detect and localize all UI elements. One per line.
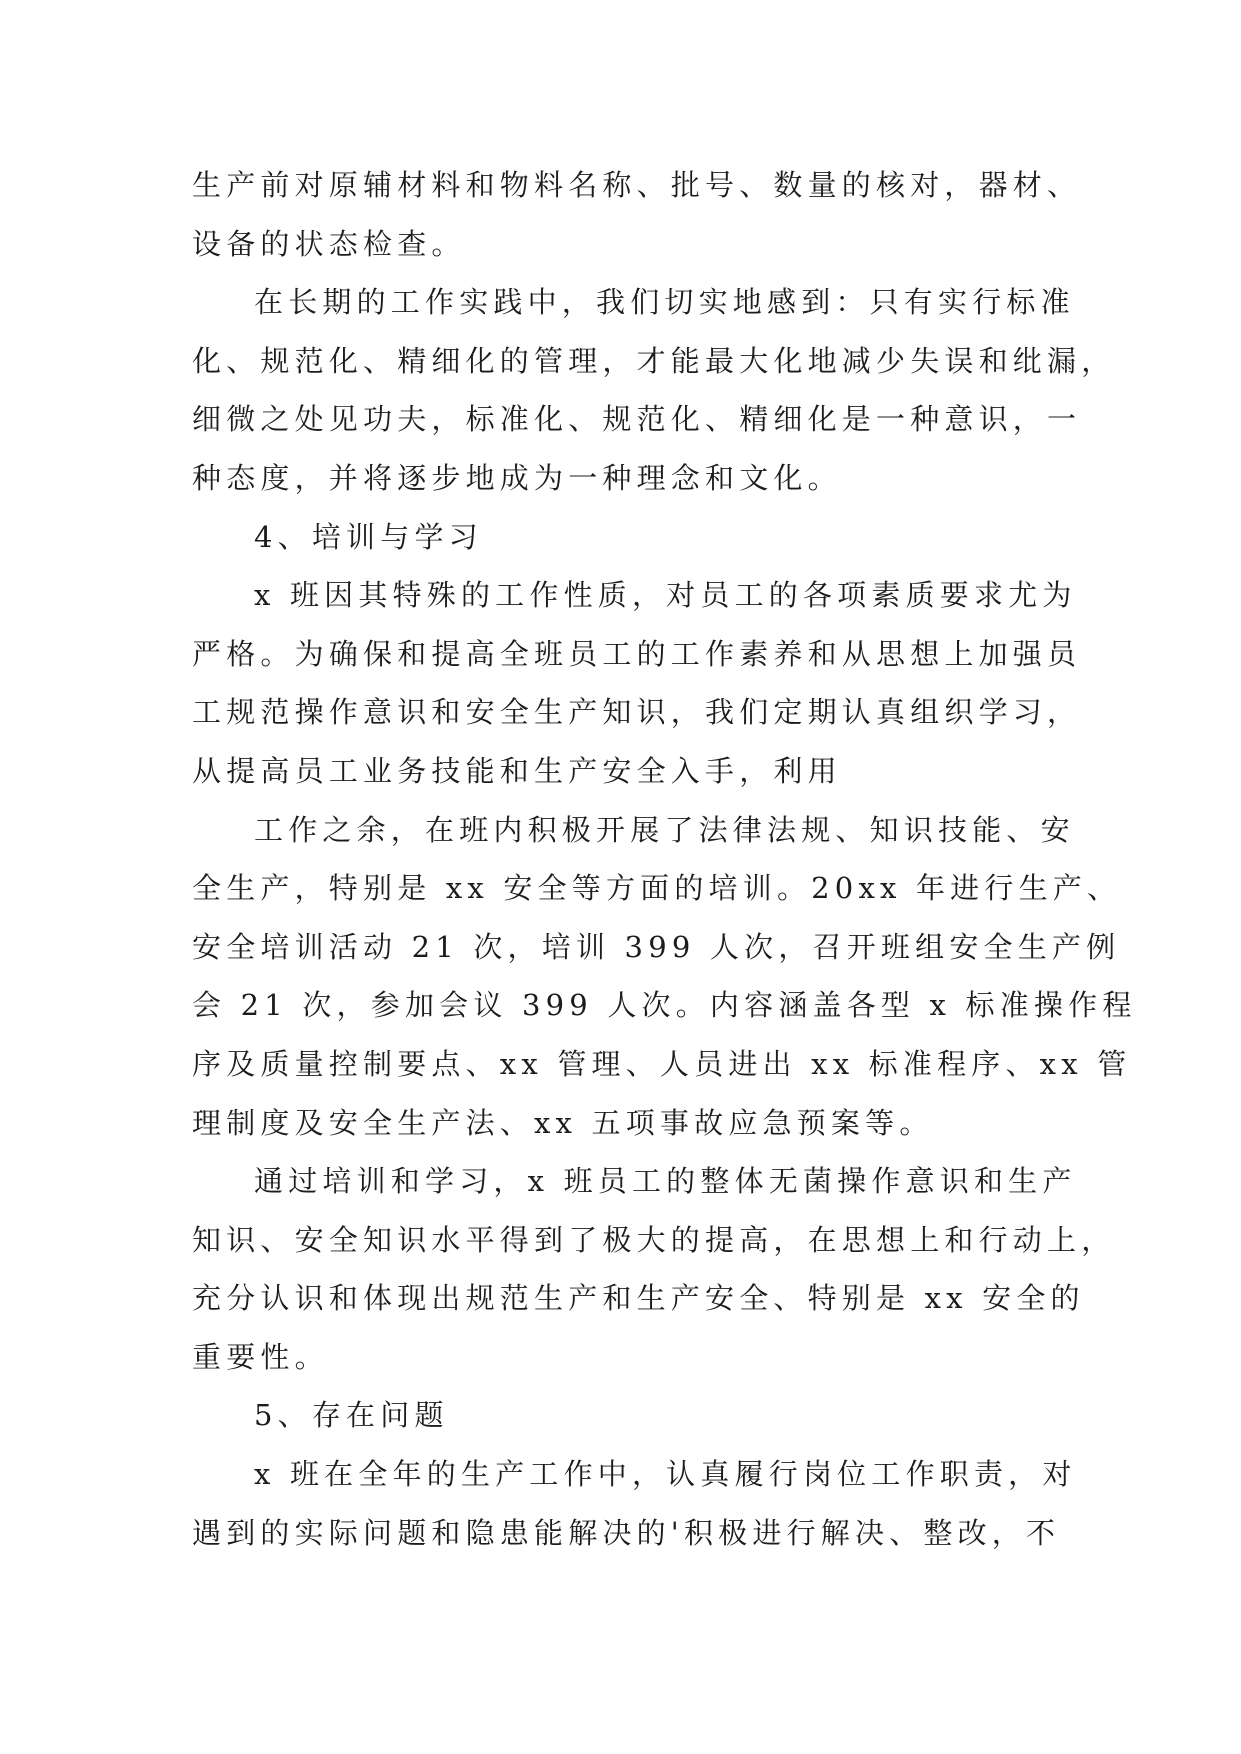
text-line: 设备的状态检查。 — [192, 226, 466, 261]
text-line: 生产前对原辅材料和物料名称、批号、数量的核对，器材、 — [192, 168, 1082, 202]
text-line: x 班因其特殊的工作性质，对员工的各项素质要求尤为 — [254, 578, 1077, 613]
text-line: 化、规范化、精细化的管理，才能最大化地减少失误和纰漏， — [192, 343, 1116, 378]
text-line: 序及质量控制要点、xx 管理、人员进出 xx 标准程序、xx 管 — [192, 1046, 1132, 1081]
text-line: 理制度及安全生产法、xx 五项事故应急预案等。 — [192, 1105, 934, 1140]
text-line: 会 21 次，参加会议 399 人次。内容涵盖各型 x 标准操作程 — [192, 988, 1137, 1023]
text-line: 通过培训和学习，x 班员工的整体无菌操作意识和生产 — [254, 1164, 1077, 1199]
text-line: 遇到的实际问题和隐患能解决的'积极进行解决、整改，不 — [192, 1515, 1061, 1550]
text-line: 重要性。 — [192, 1339, 329, 1374]
text-line: 安全培训活动 21 次，培训 399 人次，召开班组安全生产例 — [192, 929, 1121, 964]
text-line: 种态度，并将逐步地成为一种理念和文化。 — [192, 460, 842, 495]
text-line: 充分认识和体现出规范生产和生产安全、特别是 xx 安全的 — [192, 1281, 1085, 1316]
document-body — [192, 156, 1137, 1562]
text-line: 知识、安全知识水平得到了极大的提高，在思想上和行动上， — [192, 1222, 1116, 1257]
text-line: 5、存在问题 — [254, 1398, 449, 1433]
text-line: 4、培训与学习 — [254, 519, 483, 554]
text-line: 在长期的工作实践中，我们切实地感到：只有实行标准 — [254, 285, 1075, 320]
text-line: 全生产，特别是 xx 安全等方面的培训。20xx 年进行生产、 — [192, 871, 1122, 906]
text-line: 从提高员工业务技能和生产安全入手，利用 — [192, 753, 842, 788]
text-line: 细微之处见功夫，标准化、规范化、精细化是一种意识，一 — [192, 402, 1082, 437]
text-line: 工规范操作意识和安全生产知识，我们定期认真组织学习， — [192, 695, 1082, 730]
text-line: x 班在全年的生产工作中，认真履行岗位工作职责，对 — [254, 1457, 1077, 1492]
text-line: 工作之余，在班内积极开展了法律法规、知识技能、安 — [254, 812, 1075, 847]
text-line: 严格。为确保和提高全班员工的工作素养和从思想上加强员 — [192, 636, 1082, 671]
